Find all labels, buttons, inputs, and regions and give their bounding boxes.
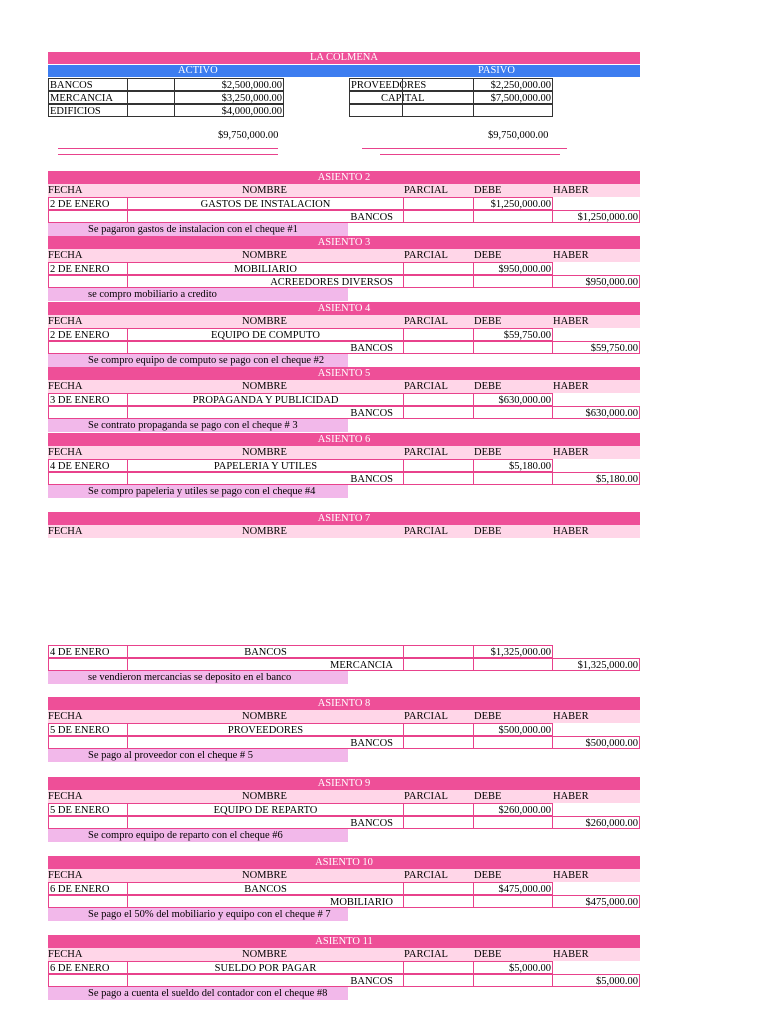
entry-note [48, 288, 348, 301]
entry-date: 6 DE ENERO [48, 961, 128, 974]
debit-row [48, 262, 640, 275]
parcial-cell [403, 723, 474, 736]
liability-name-text: PROVEEDORES [351, 80, 427, 91]
date-cell [48, 974, 128, 987]
parcial-cell [403, 262, 474, 275]
header-fecha: FECHA [48, 185, 83, 196]
debit-amount: $475,000.00 [473, 882, 553, 895]
balance-header-bar [48, 65, 640, 77]
credit-account: BANCOS [127, 210, 404, 223]
debe-cell [473, 275, 553, 288]
credit-account: BANCOS [127, 341, 404, 354]
header-parcial: PARCIAL [404, 316, 448, 327]
entry-date: 6 DE ENERO [48, 882, 128, 895]
debe-cell [473, 974, 553, 987]
debit-account: PROVEEDORES [127, 723, 404, 736]
liability-blank [402, 91, 474, 104]
entry-note-text: se compro mobiliario a credito [88, 289, 217, 300]
credit-account: BANCOS [127, 974, 404, 987]
credit-account: ACREEDORES DIVERSOS [127, 275, 404, 288]
entry-header-row [48, 525, 640, 538]
entry-title: ASIENTO 9 [48, 777, 640, 790]
credit-row [48, 210, 640, 223]
header-nombre: NOMBRE [242, 447, 287, 458]
entry-title: ASIENTO 8 [48, 697, 640, 710]
entry-title: ASIENTO 7 [48, 512, 640, 525]
entry-header-row [48, 184, 640, 197]
date-cell [48, 736, 128, 749]
total-activo: $9,750,000.00 [218, 130, 279, 141]
parcial-cell [403, 275, 474, 288]
header-fecha: FECHA [48, 250, 83, 261]
credit-account: MERCANCIA [127, 658, 404, 671]
credit-row [48, 658, 640, 671]
parcial-cell [403, 895, 474, 908]
header-haber: HABER [553, 250, 589, 261]
credit-row [48, 816, 640, 829]
total-pasivo: $9,750,000.00 [488, 130, 549, 141]
entry-date: 4 DE ENERO [48, 459, 128, 472]
header-haber: HABER [553, 526, 589, 537]
header-debe: DEBE [474, 870, 502, 881]
date-cell [48, 341, 128, 354]
date-cell [48, 658, 128, 671]
credit-amount: $59,750.00 [552, 341, 640, 354]
header-nombre: NOMBRE [242, 526, 287, 537]
header-haber: HABER [553, 185, 589, 196]
liability-blank [349, 104, 403, 117]
debit-row [48, 328, 640, 341]
header-fecha: FECHA [48, 870, 83, 881]
credit-row [48, 472, 640, 485]
header-parcial: PARCIAL [404, 381, 448, 392]
credit-amount: $5,000.00 [552, 974, 640, 987]
parcial-cell [403, 406, 474, 419]
parcial-cell [403, 472, 474, 485]
header-nombre: NOMBRE [242, 711, 287, 722]
asset-name: EDIFICIOS [48, 104, 128, 117]
debit-row [48, 803, 640, 816]
header-parcial: PARCIAL [404, 250, 448, 261]
parcial-cell [403, 341, 474, 354]
debe-cell [473, 406, 553, 419]
header-debe: DEBE [474, 381, 502, 392]
debit-amount: $5,180.00 [473, 459, 553, 472]
date-cell [48, 275, 128, 288]
header-nombre: NOMBRE [242, 381, 287, 392]
entry-date: 4 DE ENERO [48, 645, 128, 658]
company-title: LA COLMENA [48, 52, 640, 64]
header-debe: DEBE [474, 316, 502, 327]
header-parcial: PARCIAL [404, 447, 448, 458]
debit-row [48, 882, 640, 895]
header-parcial: PARCIAL [404, 870, 448, 881]
debe-cell [473, 472, 553, 485]
header-fecha: FECHA [48, 526, 83, 537]
credit-row [48, 341, 640, 354]
credit-account: BANCOS [127, 472, 404, 485]
debit-amount: $59,750.00 [473, 328, 553, 341]
entry-note [48, 908, 348, 921]
entry-header-row [48, 446, 640, 459]
debit-account: GASTOS DE INSTALACION [127, 197, 404, 210]
header-parcial: PARCIAL [404, 711, 448, 722]
asset-blank [127, 78, 175, 91]
entry-date: 2 DE ENERO [48, 262, 128, 275]
header-fecha: FECHA [48, 791, 83, 802]
underline [58, 148, 278, 149]
header-debe: DEBE [474, 250, 502, 261]
credit-row [48, 736, 640, 749]
entry-note-text: Se pago a cuenta el sueldo del contador con el cheque #8 [88, 988, 328, 999]
debit-account: PROPAGANDA Y PUBLICIDAD [127, 393, 404, 406]
header-haber: HABER [553, 381, 589, 392]
asset-amount: $2,500,000.00 [174, 78, 284, 91]
entry-note-text: Se pago al proveedor con el cheque # 5 [88, 750, 254, 761]
debit-row [48, 459, 640, 472]
header-fecha: FECHA [48, 447, 83, 458]
debit-account: EQUIPO DE COMPUTO [127, 328, 404, 341]
header-nombre: NOMBRE [242, 250, 287, 261]
parcial-cell [403, 974, 474, 987]
debit-row [48, 723, 640, 736]
header-nombre: NOMBRE [242, 870, 287, 881]
entry-header-row [48, 790, 640, 803]
liability-name [349, 78, 427, 91]
parcial-cell [403, 882, 474, 895]
asset-name: MERCANCIA [48, 91, 128, 104]
entry-note-text: Se pagaron gastos de instalacion con el cheque #1 [88, 224, 298, 235]
credit-amount: $5,180.00 [552, 472, 640, 485]
entry-note [48, 485, 348, 498]
credit-row [48, 974, 640, 987]
entry-note [48, 419, 348, 432]
entry-header-row [48, 869, 640, 882]
entry-title: ASIENTO 4 [48, 302, 640, 315]
asset-amount: $4,000,000.00 [174, 104, 284, 117]
entry-header-row [48, 710, 640, 723]
parcial-cell [403, 197, 474, 210]
date-cell [48, 406, 128, 419]
asset-blank [127, 104, 175, 117]
header-debe: DEBE [474, 949, 502, 960]
entry-note [48, 671, 348, 684]
credit-amount: $475,000.00 [552, 895, 640, 908]
debit-row [48, 645, 640, 658]
debe-cell [473, 736, 553, 749]
liability-blank [473, 104, 553, 117]
debit-amount: $500,000.00 [473, 723, 553, 736]
entry-title: ASIENTO 5 [48, 367, 640, 380]
header-fecha: FECHA [48, 316, 83, 327]
debit-account: BANCOS [127, 882, 404, 895]
parcial-cell [403, 803, 474, 816]
entry-note-text: Se contrato propaganda se pago con el cheque # 3 [88, 420, 298, 431]
credit-amount: $1,325,000.00 [552, 658, 640, 671]
header-parcial: PARCIAL [404, 949, 448, 960]
debe-cell [473, 816, 553, 829]
parcial-cell [403, 645, 474, 658]
header-parcial: PARCIAL [404, 791, 448, 802]
date-cell [48, 816, 128, 829]
header-debe: DEBE [474, 447, 502, 458]
debit-account: EQUIPO DE REPARTO [127, 803, 404, 816]
date-cell [48, 210, 128, 223]
header-fecha: FECHA [48, 381, 83, 392]
liability-name-text: CAPITAL [381, 93, 425, 104]
debe-cell [473, 658, 553, 671]
header-haber: HABER [553, 316, 589, 327]
credit-amount: $260,000.00 [552, 816, 640, 829]
credit-account: BANCOS [127, 406, 404, 419]
header-haber: HABER [553, 949, 589, 960]
entry-header-row [48, 380, 640, 393]
entry-note-text: Se compro papeleria y utiles se pago con el cheque #4 [88, 486, 316, 497]
debit-row [48, 961, 640, 974]
entry-title: ASIENTO 11 [48, 935, 640, 948]
debit-row [48, 393, 640, 406]
entry-date: 5 DE ENERO [48, 803, 128, 816]
debit-amount: $1,325,000.00 [473, 645, 553, 658]
parcial-cell [403, 459, 474, 472]
parcial-cell [403, 961, 474, 974]
entry-title: ASIENTO 3 [48, 236, 640, 249]
entry-header-row [48, 948, 640, 961]
entry-date: 2 DE ENERO [48, 328, 128, 341]
credit-amount: $500,000.00 [552, 736, 640, 749]
entry-note [48, 987, 348, 1000]
header-nombre: NOMBRE [242, 316, 287, 327]
debit-row [48, 197, 640, 210]
entry-note [48, 354, 348, 367]
underline [380, 154, 560, 155]
credit-row [48, 275, 640, 288]
debe-cell [473, 341, 553, 354]
header-haber: HABER [553, 447, 589, 458]
entry-title: ASIENTO 10 [48, 856, 640, 869]
header-debe: DEBE [474, 791, 502, 802]
credit-account: BANCOS [127, 736, 404, 749]
liability-blank [402, 78, 474, 91]
entry-note [48, 223, 348, 236]
credit-amount: $950,000.00 [552, 275, 640, 288]
credit-row [48, 406, 640, 419]
credit-row [48, 895, 640, 908]
credit-account: MOBILIARIO [127, 895, 404, 908]
entry-note-text: Se pago el 50% del mobiliario y equipo con el cheque # 7 [88, 909, 331, 920]
debe-cell [473, 210, 553, 223]
parcial-cell [403, 658, 474, 671]
liability-name [349, 91, 425, 104]
debit-amount: $950,000.00 [473, 262, 553, 275]
debit-amount: $5,000.00 [473, 961, 553, 974]
parcial-cell [403, 393, 474, 406]
entry-date: 5 DE ENERO [48, 723, 128, 736]
credit-amount: $630,000.00 [552, 406, 640, 419]
header-nombre: NOMBRE [242, 791, 287, 802]
header-debe: DEBE [474, 526, 502, 537]
underline [58, 154, 278, 155]
entry-date: 3 DE ENERO [48, 393, 128, 406]
asset-name: BANCOS [48, 78, 128, 91]
parcial-cell [403, 816, 474, 829]
header-haber: HABER [553, 791, 589, 802]
entry-header-row [48, 249, 640, 262]
entry-note-text: Se compro equipo de reparto con el cheque #6 [88, 830, 283, 841]
date-cell [48, 472, 128, 485]
header-haber: HABER [553, 711, 589, 722]
header-nombre: NOMBRE [242, 185, 287, 196]
parcial-cell [403, 328, 474, 341]
asset-amount: $3,250,000.00 [174, 91, 284, 104]
parcial-cell [403, 736, 474, 749]
header-debe: DEBE [474, 711, 502, 722]
header-haber: HABER [553, 870, 589, 881]
entry-note [48, 829, 348, 842]
credit-account: BANCOS [127, 816, 404, 829]
debit-amount: $260,000.00 [473, 803, 553, 816]
asset-blank [127, 91, 175, 104]
entry-title: ASIENTO 2 [48, 171, 640, 184]
header-fecha: FECHA [48, 711, 83, 722]
debe-cell [473, 895, 553, 908]
entry-title: ASIENTO 6 [48, 433, 640, 446]
credit-amount: $1,250,000.00 [552, 210, 640, 223]
underline [362, 148, 567, 149]
header-nombre: NOMBRE [242, 949, 287, 960]
header-parcial: PARCIAL [404, 526, 448, 537]
date-cell [48, 895, 128, 908]
liability-amount: $7,500,000.00 [473, 91, 553, 104]
debit-account: BANCOS [127, 645, 404, 658]
activo-label: ACTIVO [178, 65, 218, 76]
parcial-cell [403, 210, 474, 223]
debit-account: PAPELERIA Y UTILES [127, 459, 404, 472]
debit-amount: $1,250,000.00 [473, 197, 553, 210]
liability-amount: $2,250,000.00 [473, 78, 553, 91]
entry-header-row [48, 315, 640, 328]
entry-note [48, 749, 348, 762]
header-parcial: PARCIAL [404, 185, 448, 196]
pasivo-label: PASIVO [478, 65, 515, 76]
entry-note-text: se vendieron mercancias se deposito en el banco [88, 672, 292, 683]
entry-date: 2 DE ENERO [48, 197, 128, 210]
debit-account: SUELDO POR PAGAR [127, 961, 404, 974]
liability-blank [402, 104, 474, 117]
entry-note-text: Se compro equipo de computo se pago con el cheque #2 [88, 355, 325, 366]
debit-amount: $630,000.00 [473, 393, 553, 406]
header-debe: DEBE [474, 185, 502, 196]
debit-account: MOBILIARIO [127, 262, 404, 275]
header-fecha: FECHA [48, 949, 83, 960]
